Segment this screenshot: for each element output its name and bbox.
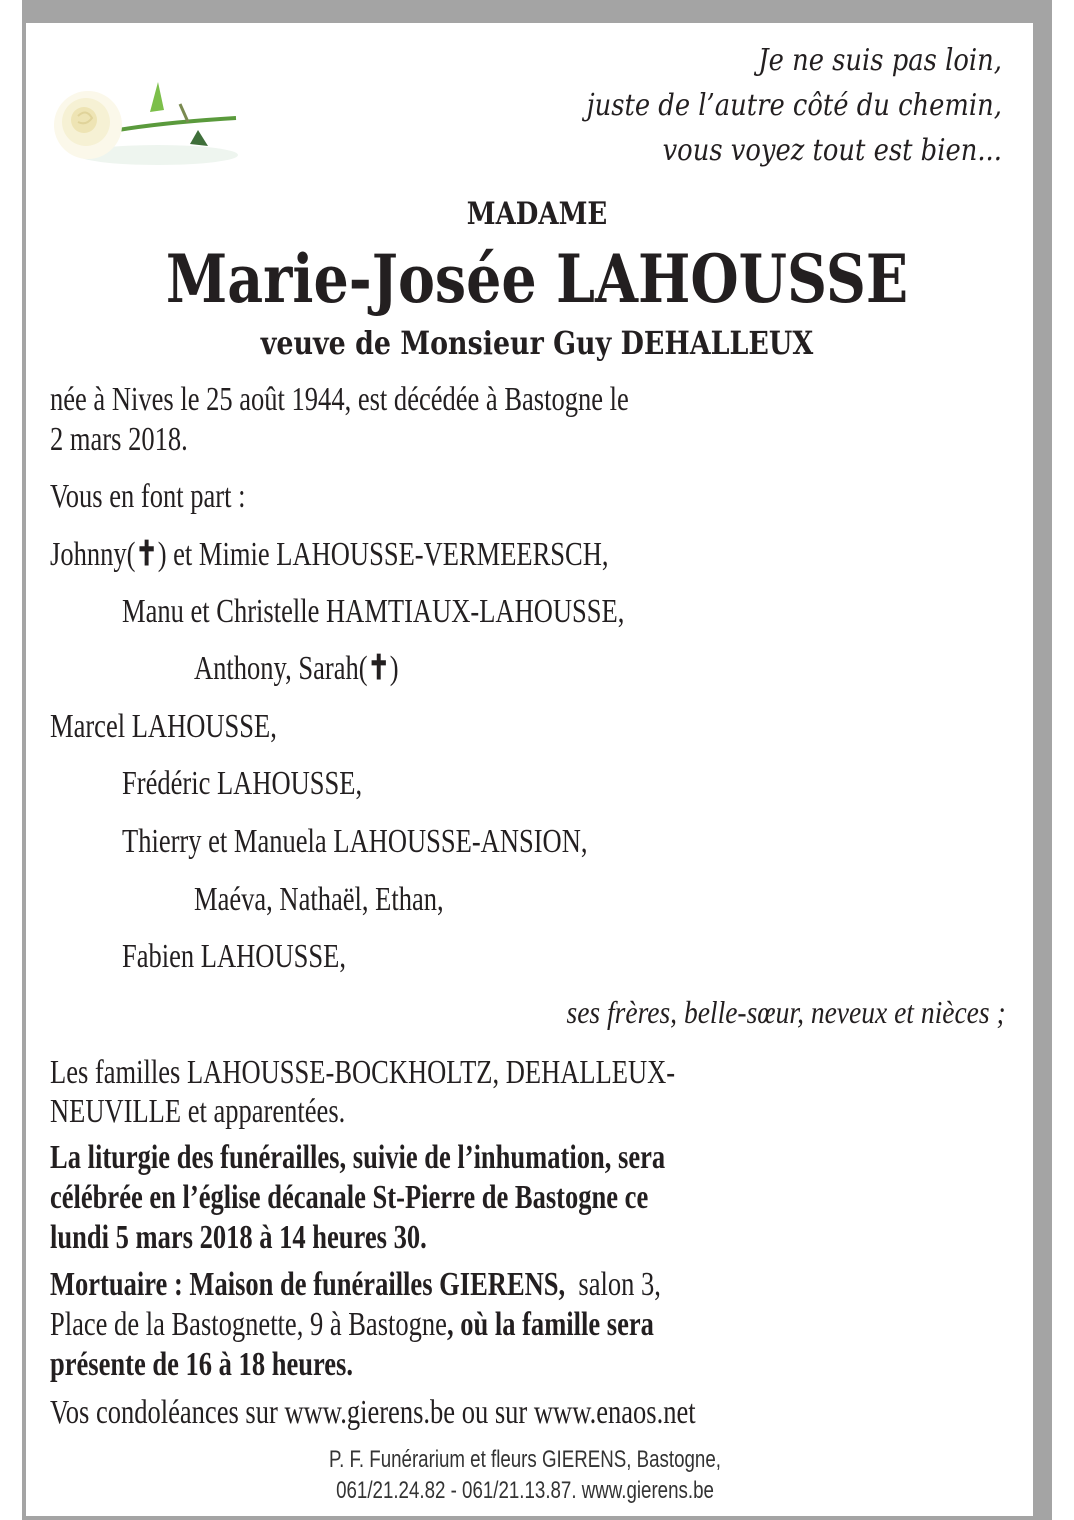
birth-death-line: 2 mars 2018. — [50, 421, 188, 458]
condolences-text: Vos condoléances sur www.gierens.be ou sur www.enaos.net — [50, 1394, 696, 1431]
families-line: Les familles LAHOUSSE-BOCKHOLTZ, DEHALLEUX- — [50, 1054, 676, 1091]
deceased-name: Marie-Josée LAHOUSSE — [165, 240, 909, 318]
footer-line: 061/21.24.82 - 061/21.13.87. www.gierens.be — [336, 1477, 714, 1504]
family-line-maeva: Maéva, Nathaël, Ethan, — [194, 881, 444, 918]
liturgy-line: lundi 5 mars 2018 à 14 heures 30. — [50, 1219, 427, 1256]
family-line-fabien: Fabien LAHOUSSE, — [122, 938, 346, 975]
family-line-marcel: Marcel LAHOUSSE, — [50, 708, 277, 745]
family-line-johnny — [50, 535, 609, 575]
mortuary-text: , où la famille sera — [446, 1306, 654, 1343]
family-text: ) — [389, 650, 399, 687]
family-text: Anthony, Sarah( — [194, 650, 368, 687]
mortuary-text: Place de la Bastognette, 9 à Bastogne — [50, 1306, 447, 1343]
white-rose-icon — [48, 60, 238, 180]
widow-of: veuve de Monsieur Guy DEHALLEUX — [260, 324, 814, 362]
mortuary-line — [50, 1305, 654, 1345]
family-text: Johnny( — [50, 536, 136, 573]
title-madame: MADAME — [466, 196, 608, 232]
liturgy-line: La liturgie des funérailles, suivie de l’inhumation, sera — [50, 1139, 666, 1176]
poem-line: Je ne suis pas loin, — [758, 43, 1002, 78]
poem-line: juste de l’autre côté du chemin, — [586, 88, 1002, 123]
family-line-anthony — [194, 649, 399, 689]
family-line-thierry: Thierry et Manuela LAHOUSSE-ANSION, — [122, 823, 588, 860]
family-line-frederic: Frédéric LAHOUSSE, — [122, 765, 363, 802]
mortuary-line — [50, 1265, 661, 1305]
family-text: ) et Mimie LAHOUSSE-VERMEERSCH, — [157, 536, 609, 573]
family-line-manu: Manu et Christelle HAMTIAUX-LAHOUSSE, — [122, 593, 625, 630]
footer-line: P. F. Funérarium et fleurs GIERENS, Bastogne, — [329, 1446, 721, 1473]
mortuary-text: salon 3, — [578, 1266, 661, 1303]
announce-text: Vous en font part : — [50, 478, 246, 515]
poem-line: vous voyez tout est bien... — [662, 133, 1002, 168]
families-line: NEUVILLE et apparentées. — [50, 1093, 346, 1130]
cross-icon: ✝ — [367, 650, 390, 687]
liturgy-line: célébrée en l’église décanale St-Pierre de Bastogne ce — [50, 1179, 649, 1216]
family-relation: ses frères, belle-sœur, neveux et nièces ; — [566, 994, 1006, 1030]
poem — [587, 38, 1002, 173]
birth-death-line: née à Nives le 25 août 1944, est décédée à Bastogne le — [50, 381, 629, 418]
cross-icon: ✝ — [135, 536, 158, 573]
mortuary-text: Mortuaire : Maison de funérailles GIERENS, — [50, 1266, 566, 1303]
mortuary-line: présente de 16 à 18 heures. — [50, 1346, 353, 1383]
